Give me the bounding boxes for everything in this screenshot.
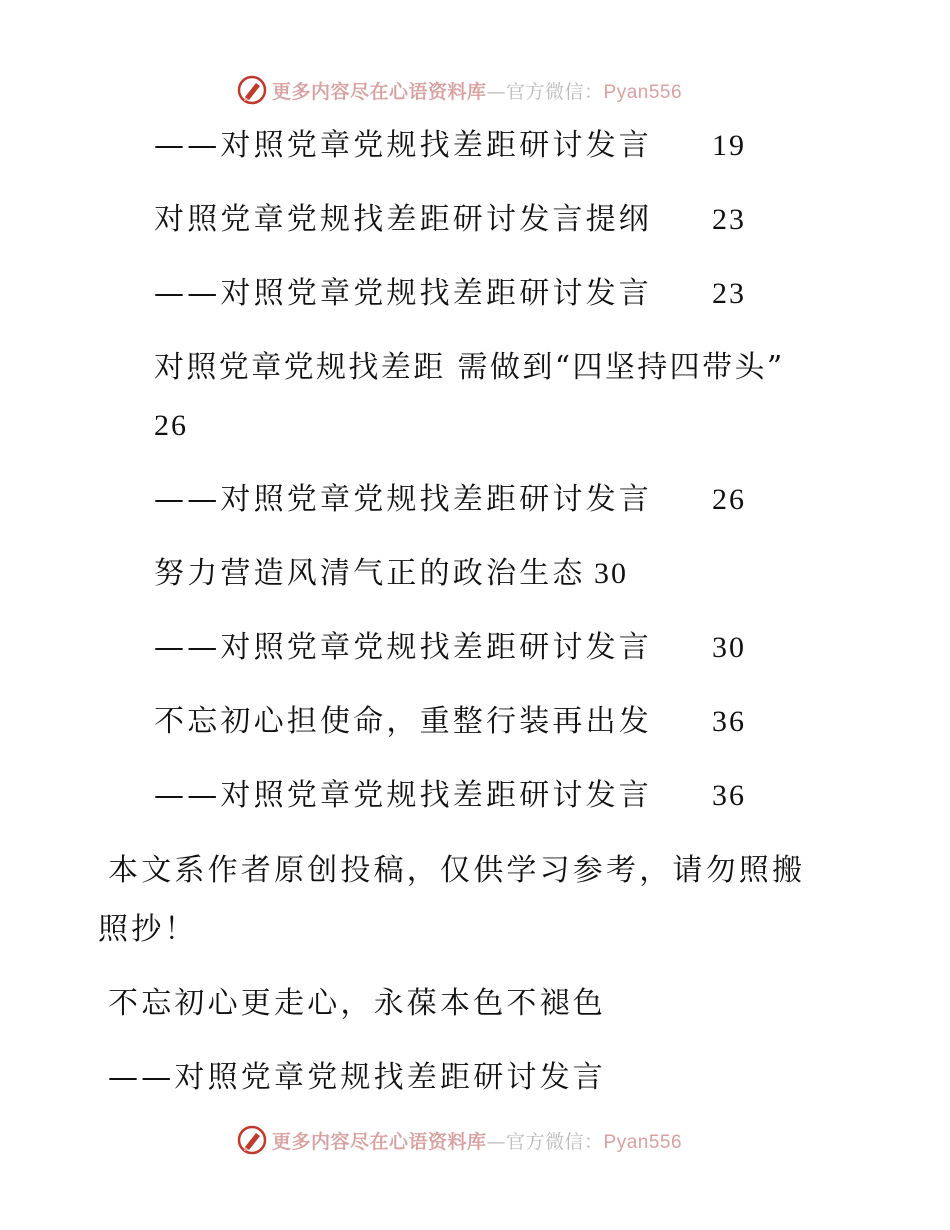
toc-entry-page: 30 (712, 631, 746, 664)
pen-logo-icon (236, 74, 268, 106)
toc-entry-page: 23 (712, 203, 746, 236)
toc-entry-page: 26 (154, 409, 188, 442)
toc-entry-title: ——对照党章党规找差距研讨发言 (154, 276, 652, 311)
toc-entry-title: ——对照党章党规找差距研讨发言 (154, 128, 652, 163)
watermark-text: 更多内容尽在心语资料库—官方微信：Pyan556 (272, 80, 683, 103)
toc-entry-title: ——对照党章党规找差距研讨发言 (154, 778, 652, 813)
watermark-text: 更多内容尽在心语资料库—官方微信：Pyan556 (272, 1130, 683, 1153)
pen-logo-icon (236, 1124, 268, 1156)
toc-entry-page: 23 (712, 277, 746, 310)
toc-entry-page: 19 (712, 129, 746, 162)
copyright-notice-line1: 本文系作者原创投稿，仅供学习参考，请勿照搬 (108, 853, 806, 888)
toc-entry-page: 30 (594, 557, 628, 590)
toc-entry-title: 不忘初心担使命，重整行装再出发 (154, 704, 652, 739)
watermark-header (236, 73, 682, 107)
toc-entry-page: 36 (712, 705, 746, 738)
toc-entry-page: 26 (712, 483, 746, 516)
toc-entry-title: ——对照党章党规找差距研讨发言 (154, 482, 652, 517)
toc-entry-title: 对照党章党规找差距 需做到“四坚持四带头” (154, 350, 785, 385)
watermark-footer (236, 1123, 682, 1157)
toc-entry-title: ——对照党章党规找差距研讨发言 (154, 630, 652, 665)
copyright-notice-line2: 照抄！ (98, 912, 198, 947)
article-title: 不忘初心更走心，永葆本色不褪色 (108, 986, 606, 1021)
toc-entry-title: 努力营造风清气正的政治生态 (154, 556, 586, 591)
article-subtitle: ——对照党章党规找差距研讨发言 (108, 1060, 606, 1095)
toc-entry-title: 对照党章党规找差距研讨发言提纲 (154, 202, 652, 237)
toc-entry-page: 36 (712, 779, 746, 812)
